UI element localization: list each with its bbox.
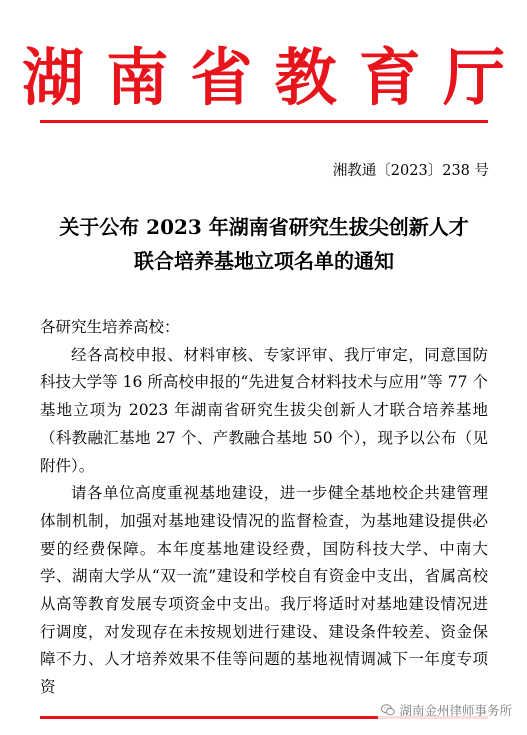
watermark-text: 湖南金州律师事务所	[399, 703, 512, 718]
title-line: 关于公布 2023 年湖南省研究生拔尖创新人才	[59, 215, 469, 239]
title-line: 联合培养基地立项名单的通知	[134, 249, 394, 273]
body-paragraph: 请各单位高度重视基地建设，进一步健全基地校企共建管理体制机制，加强对基地建设情况的监督检查，为基地建设提供必要的经费保障。本年度基地建设经费，国防科技大学、中南大学、湖南大学从“双一流”建设和学校自有资金中支出，省属高校从高等教育发展专项资金中支出。我厅将适时对基地建设情况进行调度，对发现存在未按规划进行建设、建设条件较差、资金保障不力、人才培养效果不佳等问题的基地视情调减下一年度专项资	[40, 484, 488, 697]
wechat-icon	[381, 704, 395, 716]
masthead-char: 省	[190, 40, 253, 114]
document-title	[40, 210, 488, 278]
addressee: 各研究生培养高校：	[40, 318, 180, 336]
masthead-char: 厅	[442, 40, 505, 114]
issuer-masthead	[22, 30, 505, 114]
masthead-char: 湖	[22, 40, 85, 114]
masthead-char: 育	[358, 40, 421, 114]
masthead-char: 南	[106, 40, 169, 114]
document-number: 湘教通〔2023〕238 号	[332, 163, 489, 179]
body-paragraph: 经各高校申报、材料审核、专家评审、我厅审定，同意国防科技大学等 16 所高校申报的“先进复合材料技术与应用”等 77 个基地立项为 2023 年湖南省研究生拔尖创新人才联合培养基地（科教融汇基地 27 个、产教融合基地 50 个），现予以公布（见附件）。	[40, 345, 488, 475]
source-watermark	[378, 700, 515, 720]
masthead-divider	[40, 120, 488, 123]
document-body	[40, 314, 488, 702]
masthead-char: 教	[274, 40, 337, 114]
